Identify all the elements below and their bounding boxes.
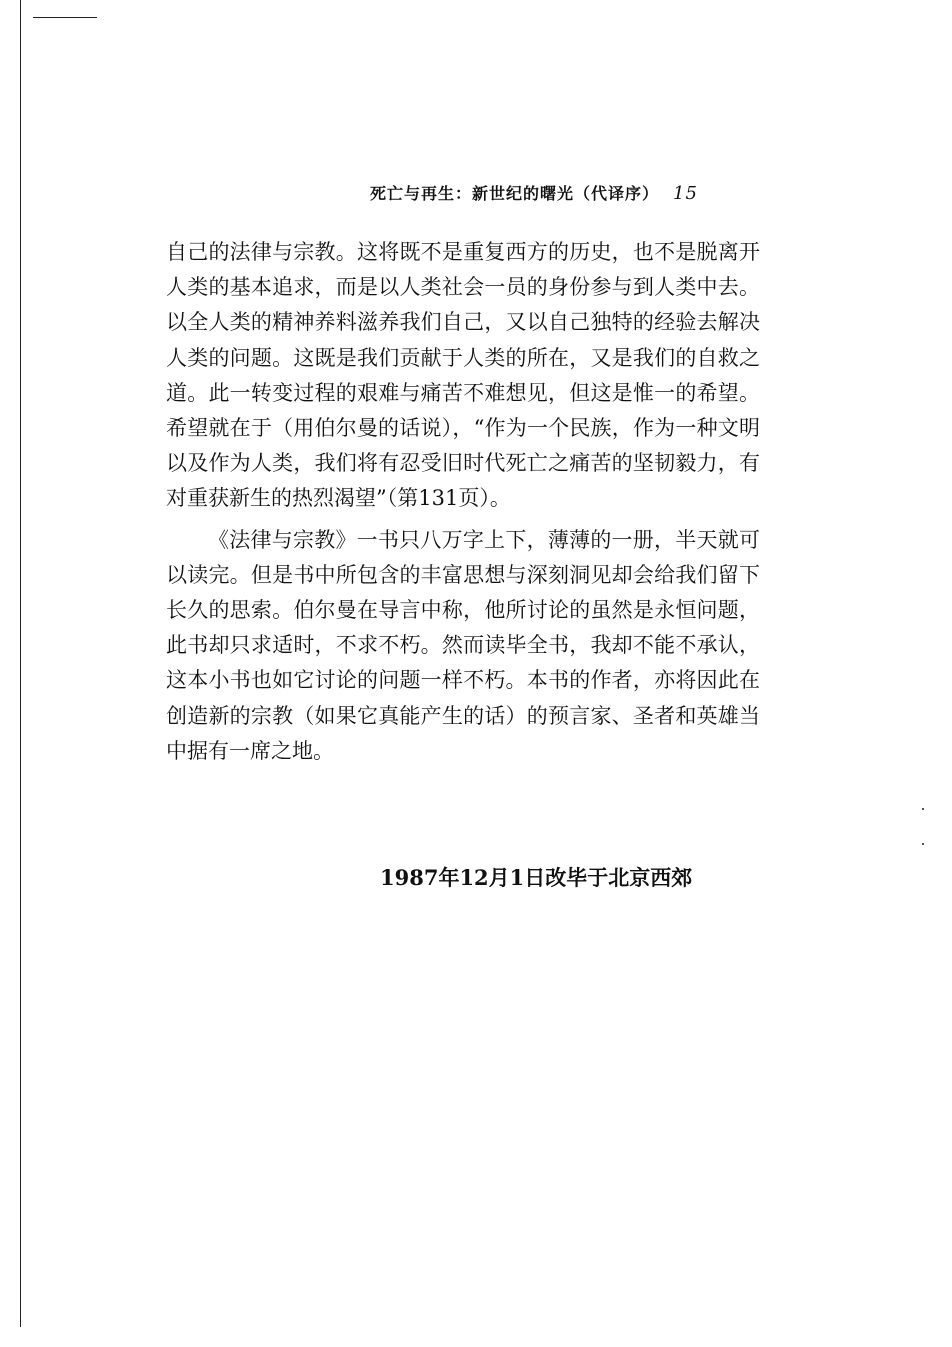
body-text (166, 235, 760, 769)
scan-edge-line (20, 0, 21, 1327)
page-number: 15 (673, 183, 698, 204)
paragraph-2: 《法律与宗教》一书只八万字上下，薄薄的一册，半天就可以读完。但是书中所包含的丰富思想与深刻洞见却会给我们留下长久的思索。伯尔曼在导言中称，他所讨论的虽然是永恒问题，此书却只求适时，不求不朽。然而读毕全书，我却不能不承认，这本小书也如它讨论的问题一样不朽。本书的作者，亦将因此在创造新的宗教（如果它真能产生的话）的预言家、圣者和英雄当中据有一席之地。 (166, 527, 760, 763)
scan-top-mark (33, 17, 97, 18)
running-header (370, 181, 740, 204)
header-title: 死亡与再生：新世纪的曙光（代译序） (370, 184, 660, 203)
paragraph-1: 自己的法律与宗教。这将既不是重复西方的历史，也不是脱离开人类的基本追求，而是以人类社会一员的身份参与到人类中去。以全人类的精神养料滋养我们自己，又以自己独特的经验去解决人类的问题。这既是我们贡献于人类的所在，又是我们的自救之道。此一转变过程的艰难与痛苦不难想见，但这是惟一的希望。希望就在于（用伯尔曼的话说），“作为一个民族，作为一种文明以及作为人类，我们将有忍受旧时代死亡之痛苦的坚韧毅力，有对重获新生的热烈渴望”（第131页）。 (166, 240, 760, 511)
date-signature: 1987年12月1日改毕于北京西郊 (380, 865, 693, 890)
scan-speck (922, 843, 924, 845)
scan-speck (922, 808, 924, 810)
